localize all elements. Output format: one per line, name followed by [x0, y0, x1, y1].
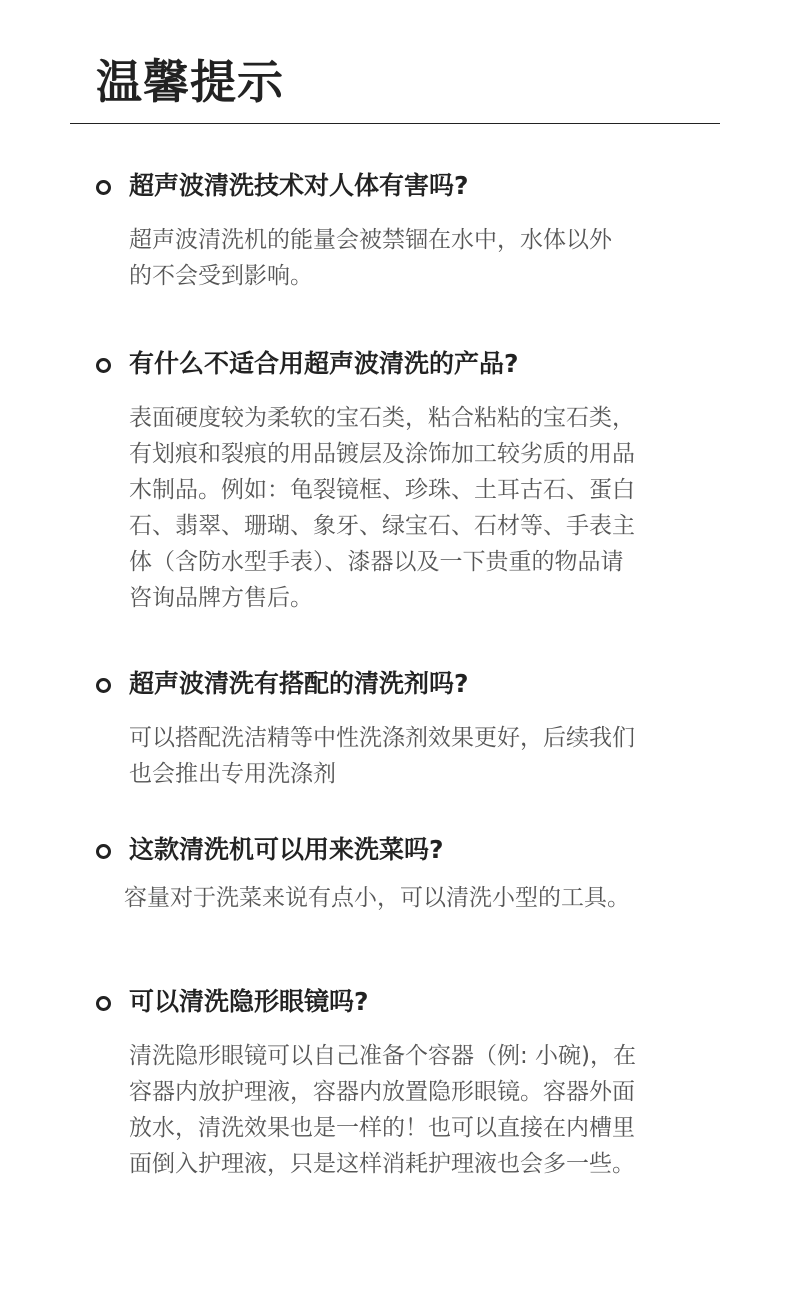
circle-bullet-icon [96, 996, 111, 1011]
faq-item [96, 166, 696, 289]
faq-answer [129, 720, 691, 792]
faq-item [96, 982, 696, 1177]
faq-answer [129, 400, 691, 616]
faq-answer [124, 880, 686, 916]
faq-answer-line: 木制品。例如：龟裂镜框、珍珠、土耳古石、蛋白 [129, 477, 635, 503]
faq-answer-line: 咨询品牌方售后。 [129, 585, 313, 611]
faq-question: 有什么不适合用超声波清洗的产品? [129, 349, 519, 378]
faq-answer-line: 面倒入护理液，只是这样消耗护理液也会多一些。 [129, 1151, 635, 1177]
faq-answer-line: 超声波清洗机的能量会被禁锢在水中，水体以外 [129, 227, 612, 253]
faq-answer-line: 石、翡翠、珊瑚、象牙、绿宝石、石材等、手表主 [129, 513, 635, 539]
faq-question-row [96, 982, 696, 1022]
circle-bullet-icon [96, 180, 111, 195]
faq-answer-line: 可以搭配洗洁精等中性洗涤剂效果更好，后续我们 [129, 725, 635, 751]
circle-bullet-icon [96, 358, 111, 373]
faq-item [96, 664, 696, 787]
faq-answer-line: 容量对于洗菜来说有点小，可以清洗小型的工具。 [124, 885, 630, 911]
faq-question: 超声波清洗技术对人体有害吗? [129, 171, 469, 200]
faq-answer-line: 的不会受到影响。 [129, 263, 313, 289]
faq-question-row [96, 830, 696, 870]
faq-question-row [96, 664, 696, 704]
faq-question: 可以清洗隐形眼镜吗? [129, 987, 369, 1016]
faq-answer [129, 222, 691, 294]
faq-answer-line: 清洗隐形眼镜可以自己准备个容器（例: 小碗)，在 [129, 1043, 637, 1069]
faq-answer-line: 容器内放护理液，容器内放置隐形眼镜。容器外面 [129, 1079, 635, 1105]
faq-answer-line: 体（含防水型手表）、漆器以及一下贵重的物品请 [129, 549, 624, 575]
circle-bullet-icon [96, 678, 111, 693]
faq-question: 这款清洗机可以用来洗菜吗? [129, 835, 444, 864]
page-title: 温馨提示 [96, 55, 284, 109]
title-divider [70, 123, 720, 124]
faq-item [96, 830, 696, 911]
faq-answer-line: 也会推出专用洗涤剂 [129, 761, 336, 787]
circle-bullet-icon [96, 844, 111, 859]
faq-answer-line: 表面硬度较为柔软的宝石类，粘合粘粘的宝石类， [129, 405, 635, 431]
faq-answer-line: 有划痕和裂痕的用品镀层及涂饰加工较劣质的用品 [129, 441, 635, 467]
faq-answer-line: 放水，清洗效果也是一样的！也可以直接在内槽里 [129, 1115, 635, 1141]
faq-question-row [96, 344, 696, 384]
faq-question-row [96, 166, 696, 206]
faq-item [96, 344, 696, 611]
faq-answer [129, 1038, 691, 1182]
faq-question: 超声波清洗有搭配的清洗剂吗? [129, 669, 469, 698]
